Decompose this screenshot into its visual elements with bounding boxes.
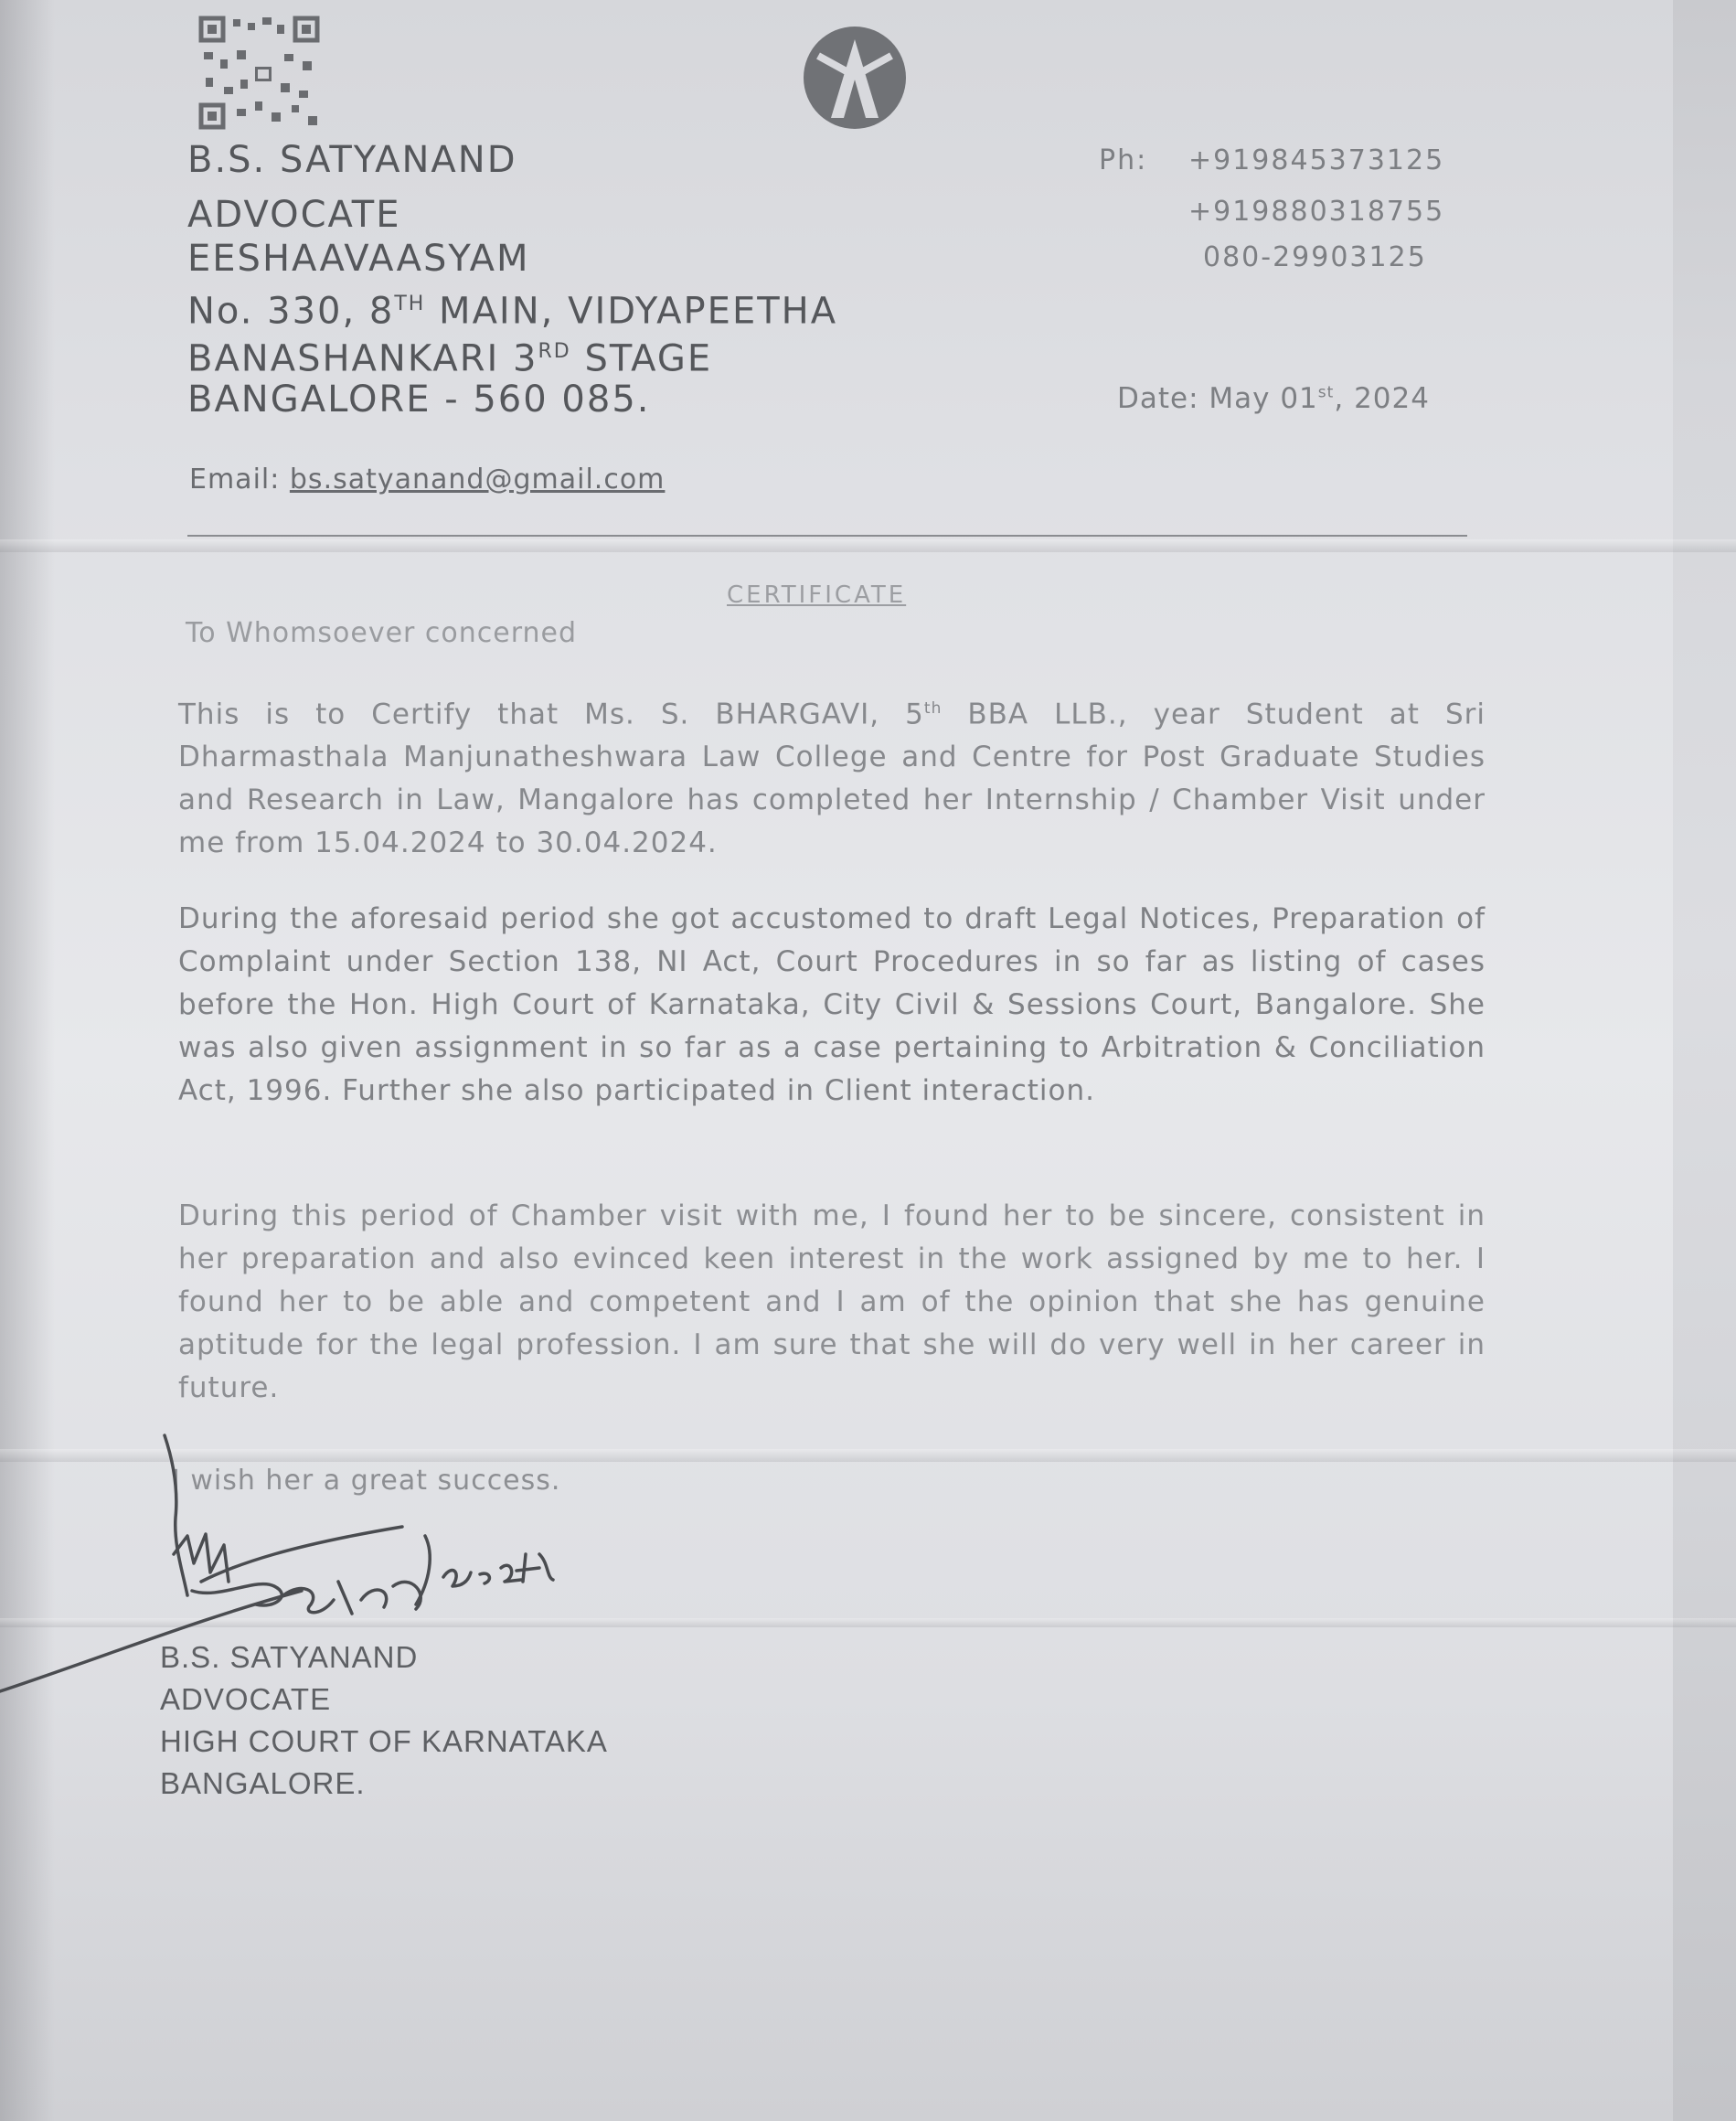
signatory-title: ADVOCATE xyxy=(160,1682,332,1716)
address-line: BANGALORE - 560 085. xyxy=(187,378,651,421)
closing-line: I wish her a great success. xyxy=(172,1465,561,1497)
address-line: BANASHANKARI 3RD STAGE xyxy=(187,337,713,380)
signatory-name: B.S. SATYANAND xyxy=(160,1640,419,1674)
body-paragraph: During the aforesaid period she got accustomed to draft Legal Notices, Preparation of Complaint under Section 138, NI Act, Court Procedures in so far as listing of cases before the Hon. High Court of Karnataka, City Civil & Sessions Court, Bangalore. She was also given assignment in so far as a case pertaining to Arbitration & Conciliation Act, 1996. Further she also participated in Client interaction. xyxy=(178,902,1486,1107)
certificate-heading: CERTIFICATE xyxy=(727,581,907,609)
emblem-logo xyxy=(800,23,910,133)
house-name: EESHAAVAASYAM xyxy=(187,238,530,280)
email-line: Email: bs.satyanand@gmail.com xyxy=(189,464,666,496)
advocate-title: ADVOCATE xyxy=(187,194,401,236)
phone-number: +919880318755 xyxy=(1188,196,1445,228)
header-divider xyxy=(187,535,1467,537)
body-paragraph: During this period of Chamber visit with me, I found her to be sincere, consistent in her preparation and also evinced keen interest in the work assigned by me to her. I found her to be able and competent and I am of the opinion that she has genuine aptitude for the legal profession. I am sure that she will do very well in her career in future. xyxy=(178,1199,1486,1404)
salutation: To Whomsoever concerned xyxy=(186,617,578,649)
body-paragraph: This is to Certify that Ms. S. BHARGAVI, 5th BBA LLB., year Student at Sri Dharmasthala Manjunatheshwara Law College and Centre for Post Graduate Studies and Research in Law, Mangalore has completed her Internship / Chamber Visit under me from 15.04.2024 to 30.04.2024. xyxy=(178,698,1486,860)
phone-label: Ph: xyxy=(1099,144,1148,176)
advocate-name: B.S. SATYANAND xyxy=(187,139,517,181)
phone-number: +919845373125 xyxy=(1188,144,1445,176)
phone-number: 080-29903125 xyxy=(1203,241,1427,273)
letter-date: Date: May 01st, 2024 xyxy=(1117,382,1430,415)
qr-code xyxy=(197,14,325,133)
paper-fold xyxy=(0,539,1736,552)
address-line: No. 330, 8TH MAIN, VIDYAPEETHA xyxy=(187,290,838,333)
signatory-city: BANGALORE. xyxy=(160,1766,366,1800)
email-link[interactable]: bs.satyanand@gmail.com xyxy=(289,464,666,496)
signatory-court: HIGH COURT OF KARNATAKA xyxy=(160,1724,608,1758)
page-edge-shadow xyxy=(0,0,55,2121)
